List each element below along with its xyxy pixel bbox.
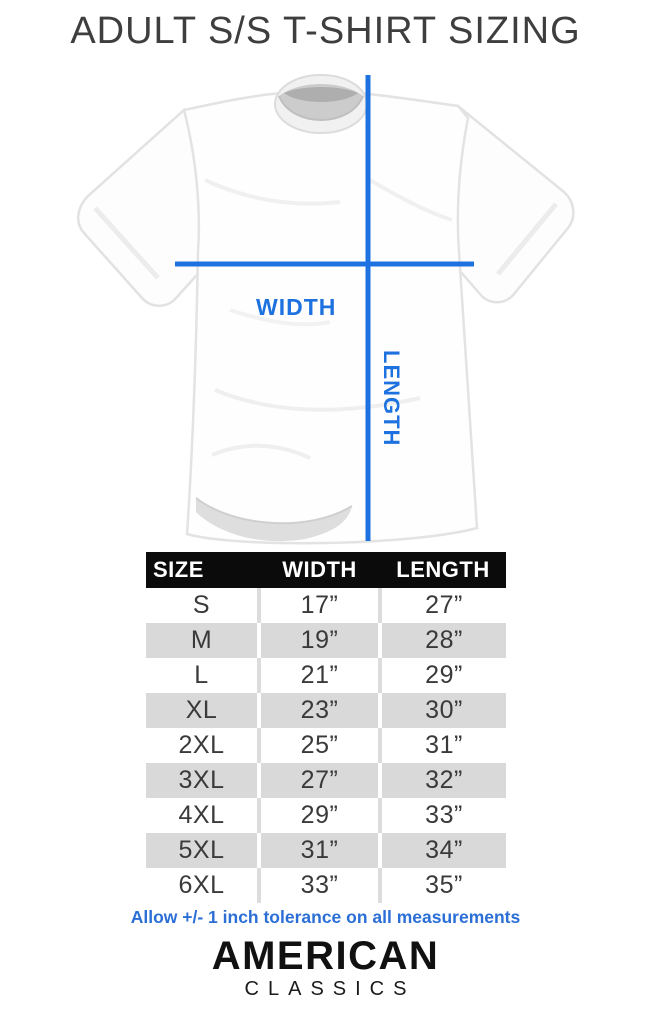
cell-length: 35” — [380, 868, 506, 903]
length-measure-label: LENGTH — [379, 350, 404, 447]
cell-length: 30” — [380, 693, 506, 728]
cell-length: 28” — [380, 623, 506, 658]
cell-width: 29” — [259, 798, 380, 833]
col-header-width: WIDTH — [259, 552, 380, 588]
cell-size: L — [194, 661, 209, 689]
cell-width: 23” — [259, 693, 380, 728]
table-row — [146, 868, 506, 903]
cell-size: 4XL — [178, 801, 225, 829]
cell-width: 19” — [259, 623, 380, 658]
brand-logo — [0, 936, 651, 999]
cell-size: M — [190, 626, 213, 654]
table-row — [146, 623, 506, 658]
cell-width: 31” — [259, 833, 380, 868]
cell-width: 27” — [259, 763, 380, 798]
table-row — [146, 833, 506, 868]
cell-size: S — [192, 591, 211, 619]
table-row — [146, 728, 506, 763]
table-row — [146, 763, 506, 798]
cell-size: 2XL — [178, 731, 225, 759]
table-row — [146, 693, 506, 728]
table-row — [146, 798, 506, 833]
size-chart-table — [146, 552, 506, 903]
page-title: ADULT S/S T-SHIRT SIZING — [70, 10, 581, 52]
width-measure-label: WIDTH — [256, 294, 337, 320]
cell-length: 34” — [380, 833, 506, 868]
col-header-length: LENGTH — [380, 552, 506, 588]
tolerance-note: Allow +/- 1 inch tolerance on all measurements — [130, 907, 521, 927]
cell-size: 3XL — [178, 766, 225, 794]
cell-width: 21” — [259, 658, 380, 693]
tshirt-collar — [275, 75, 367, 133]
col-header-size: SIZE — [146, 552, 259, 588]
cell-length: 33” — [380, 798, 506, 833]
cell-length: 32” — [380, 763, 506, 798]
size-table-body — [146, 588, 506, 903]
brand-name-american: AMERICAN — [211, 934, 440, 978]
table-row — [146, 658, 506, 693]
cell-length: 29” — [380, 658, 506, 693]
cell-width: 33” — [259, 868, 380, 903]
table-row — [146, 588, 506, 623]
cell-size: XL — [185, 696, 218, 724]
cell-width: 17” — [259, 588, 380, 623]
cell-width: 25” — [259, 728, 380, 763]
cell-size: 5XL — [178, 836, 225, 864]
tshirt-diagram — [0, 60, 651, 560]
cell-size: 6XL — [178, 871, 225, 899]
cell-length: 27” — [380, 588, 506, 623]
brand-name-classics: CLASSICS — [244, 978, 416, 1000]
cell-length: 31” — [380, 728, 506, 763]
size-table-header — [146, 552, 506, 588]
